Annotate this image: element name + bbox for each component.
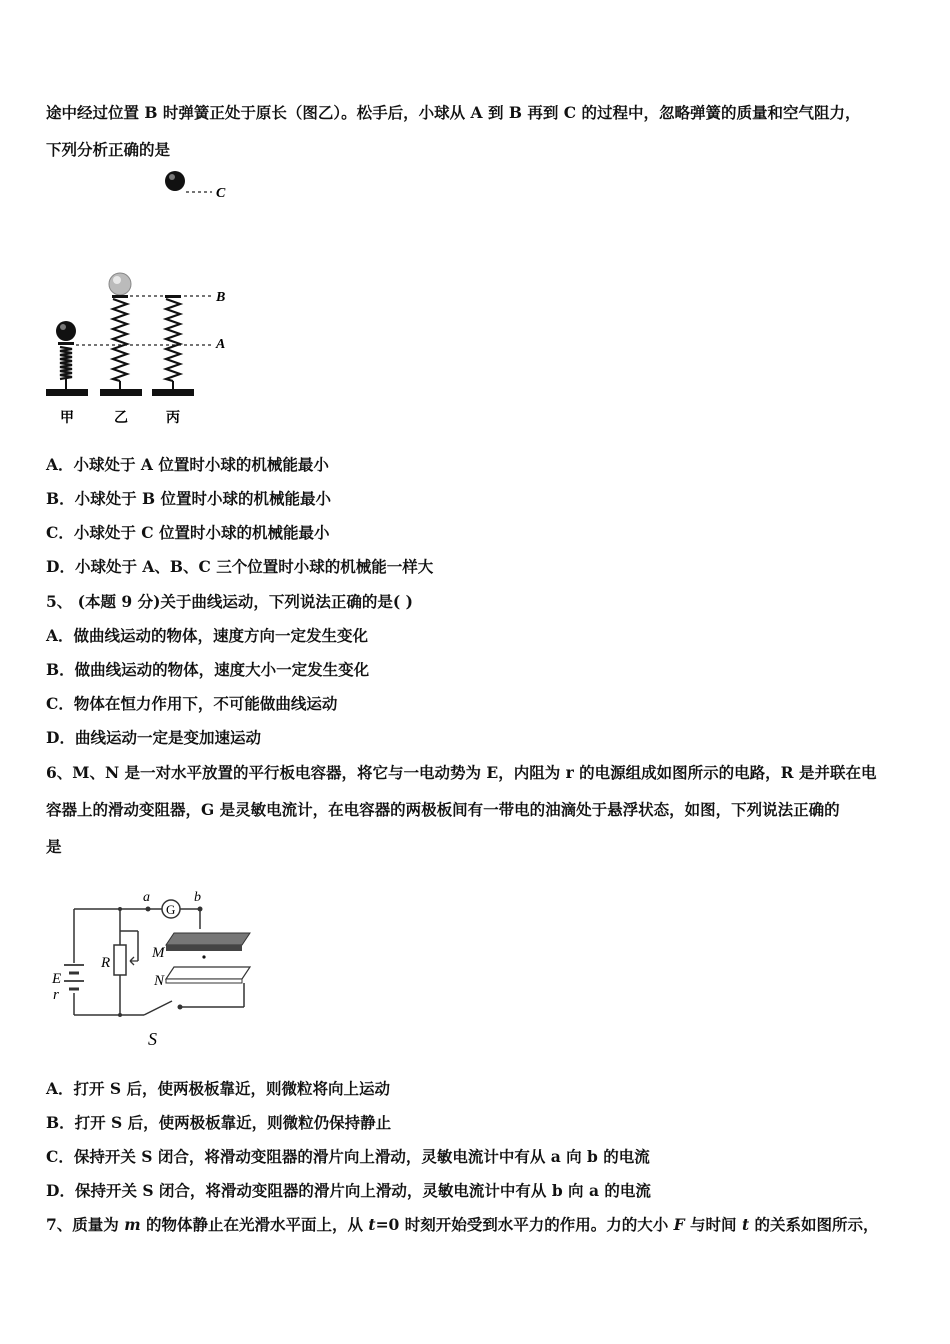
q5-stem: 5、 (本题 9 分)关于曲线运动，下列说法正确的是( ) — [46, 592, 413, 611]
spring-yi — [100, 273, 142, 396]
q5-option-b: B．做曲线运动的物体，速度大小一定发生变化 — [46, 660, 370, 679]
q7-text-prefix: 7、质量为 — [46, 1215, 125, 1234]
label-a: A — [216, 337, 226, 352]
label-r: r — [53, 987, 59, 1003]
q6-option-d: D．保持开关 S 闭合，将滑动变阻器的滑片向上滑动，灵敏电流计中有从 b 向 a 的电流 — [46, 1181, 651, 1200]
q6-option-a: A．打开 S 后，使两极板靠近，则微粒将向上运动 — [46, 1079, 391, 1098]
q7-var-t: t — [741, 1215, 750, 1234]
caption-yi: 乙 — [114, 411, 128, 426]
q4-stem-line1: 途中经过位置 B 时弹簧正处于原长（图乙）。松手后，小球从 A 到 B 再到 C 的过程中，忽略弹簧的质量和空气阻力， — [46, 103, 861, 122]
label-a: a — [143, 890, 150, 905]
q5-option-a: A．做曲线运动的物体，速度方向一定发生变化 — [46, 626, 369, 645]
label-n: N — [154, 973, 165, 989]
q6-option-b: B．打开 S 后，使两极板靠近，则微粒仍保持静止 — [46, 1113, 392, 1132]
q7-text-mid2: =0 时刻开始受到水平力的作用。力的大小 — [375, 1215, 674, 1234]
caption-bing: 丙 — [166, 411, 180, 426]
oil-droplet — [202, 955, 205, 958]
spring-bing — [152, 295, 194, 396]
q6-stem-line2: 容器上的滑动变阻器，G 是灵敏电流计，在电容器的两极板间有一带电的油滴处于悬浮状态，如图，下列说法正确的 — [46, 800, 840, 819]
q6-option-c: C．保持开关 S 闭合，将滑动变阻器的滑片向上滑动，灵敏电流计中有从 a 向 b 的电流 — [46, 1147, 650, 1166]
label-c: C — [216, 186, 226, 201]
q7-var-m: m — [124, 1215, 141, 1234]
label-g: G — [166, 902, 176, 917]
q4-stem-line2: 下列分析正确的是 — [46, 140, 171, 159]
q4-option-b: B．小球处于 B 位置时小球的机械能最小 — [46, 489, 331, 508]
q7-var-f: F — [673, 1215, 685, 1234]
q6-stem-line3: 是 — [46, 837, 62, 856]
q7-var-t0: t — [368, 1215, 376, 1234]
q7-stem — [46, 1215, 879, 1235]
q6-stem-line1: 6、M、N 是一对水平放置的平行板电容器，将它与一电动势为 E，内阻为 r 的电源组成如图所示的电路，R 是并联在电 — [46, 763, 877, 782]
label-b: B — [216, 290, 226, 305]
q7-text-mid1: 的物体静止在光滑水平面上，从 — [140, 1215, 369, 1234]
spring-jia — [46, 321, 88, 396]
label-r-big: R — [101, 955, 111, 971]
label-m: M — [152, 945, 165, 961]
spring-figure — [40, 165, 240, 430]
q5-option-c: C．物体在恒力作用下，不可能做曲线运动 — [46, 694, 338, 713]
q4-option-a: A．小球处于 A 位置时小球的机械能最小 — [46, 455, 329, 474]
ball-c — [165, 171, 185, 191]
q4-option-c: C．小球处于 C 位置时小球的机械能最小 — [46, 523, 330, 542]
caption-jia: 甲 — [60, 411, 74, 426]
q4-option-d: D．小球处于 A、B、C 三个位置时小球的机械能一样大 — [46, 557, 434, 576]
q5-option-d: D．曲线运动一定是变加速运动 — [46, 728, 261, 747]
battery — [64, 965, 84, 989]
plate-m — [166, 933, 250, 951]
label-e: E — [52, 971, 62, 987]
plate-n — [166, 967, 250, 983]
label-b: b — [194, 890, 201, 905]
circuit-figure — [44, 885, 264, 1055]
q7-text-suffix: 的关系如图所示， — [749, 1215, 879, 1234]
label-s: S — [148, 1029, 157, 1049]
q7-text-mid3: 与时间 — [684, 1215, 742, 1234]
